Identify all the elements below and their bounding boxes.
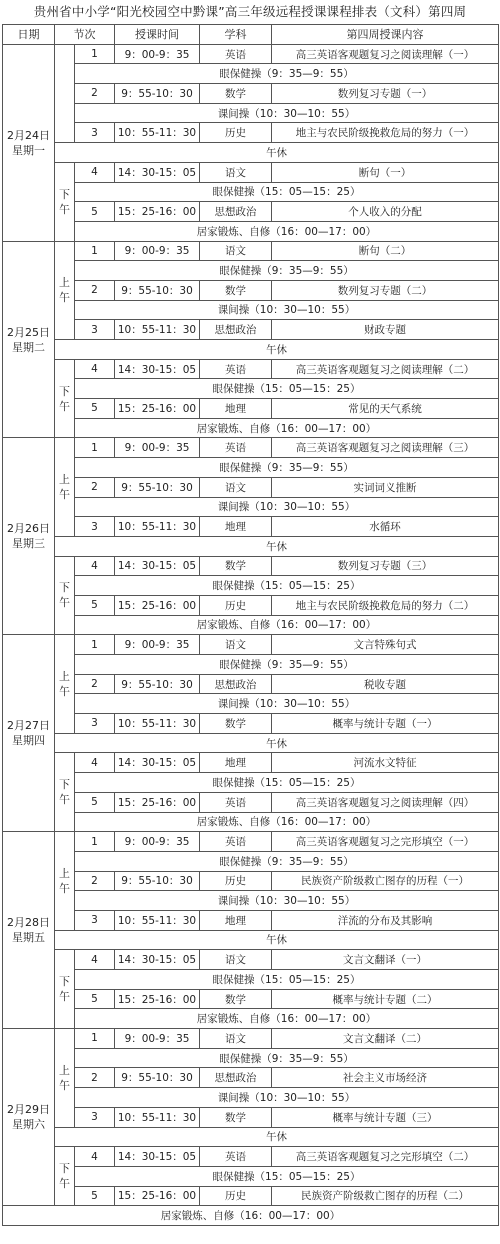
class-subject: 历史 [200, 871, 272, 891]
class-content: 文言特殊句式 [272, 635, 499, 655]
class-content: 高三英语客观题复习之阅读理解（一） [272, 44, 499, 64]
class-row [3, 1068, 499, 1088]
class-row [3, 202, 499, 222]
break-row [3, 497, 499, 517]
break-row [3, 1166, 499, 1186]
schedule-table [2, 24, 499, 1226]
break-row [3, 300, 499, 320]
class-content: 文言文翻译（一） [272, 950, 499, 970]
class-row [3, 910, 499, 930]
break-row [3, 64, 499, 84]
break-row [3, 655, 499, 675]
header-time: 授课时间 [115, 25, 200, 45]
class-time: 14：30-15：05 [115, 359, 200, 379]
period-morning: 上午 [55, 635, 75, 733]
class-row [3, 714, 499, 734]
header-period: 节次 [55, 25, 115, 45]
class-subject: 语文 [200, 477, 272, 497]
final-row [3, 1206, 499, 1226]
class-content: 数列复习专题（二） [272, 280, 499, 300]
class-number: 3 [75, 123, 115, 143]
break-activity: 居家锻炼、自修（16：00—17：00） [75, 1009, 499, 1029]
class-time: 9：55-10：30 [115, 1068, 200, 1088]
break-activity: 眼保健操（9：35—9：55） [75, 851, 499, 871]
class-time: 10：55-11：30 [115, 123, 200, 143]
class-subject: 英语 [200, 832, 272, 852]
class-row [3, 792, 499, 812]
class-number: 2 [75, 477, 115, 497]
break-activity: 眼保健操（15：05—15：25） [75, 576, 499, 596]
header-subject: 学科 [200, 25, 272, 45]
class-row [3, 241, 499, 261]
break-row [3, 615, 499, 635]
class-content: 水循环 [272, 517, 499, 537]
class-content: 社会主义市场经济 [272, 1068, 499, 1088]
class-number: 5 [75, 595, 115, 615]
class-number: 1 [75, 44, 115, 64]
class-content: 断句（一） [272, 162, 499, 182]
lunch-break: 午休 [55, 733, 499, 753]
lunch-break: 午休 [55, 536, 499, 556]
class-row [3, 359, 499, 379]
class-subject: 历史 [200, 595, 272, 615]
class-number: 4 [75, 556, 115, 576]
class-content: 实词词义推断 [272, 477, 499, 497]
break-row [3, 418, 499, 438]
break-activity: 眼保健操（15：05—15：25） [75, 379, 499, 399]
break-row [3, 182, 499, 202]
class-number: 3 [75, 910, 115, 930]
class-row [3, 595, 499, 615]
date-label: 2月29日 [7, 1103, 50, 1117]
class-subject: 英语 [200, 44, 272, 64]
class-time: 15：25-16：00 [115, 1186, 200, 1206]
period-afternoon: 下午 [55, 753, 75, 832]
break-activity: 居家锻炼、自修（16：00—17：00） [75, 221, 499, 241]
class-time: 9：00-9：35 [115, 241, 200, 261]
class-row [3, 44, 499, 64]
class-subject: 历史 [200, 123, 272, 143]
break-activity: 居家锻炼、自修（16：00—17：00） [75, 615, 499, 635]
class-number: 2 [75, 871, 115, 891]
class-number: 3 [75, 517, 115, 537]
break-activity: 眼保健操（15：05—15：25） [75, 182, 499, 202]
lunch-break-row [3, 930, 499, 950]
class-subject: 地理 [200, 753, 272, 773]
class-content: 数列复习专题（一） [272, 84, 499, 104]
class-number: 3 [75, 320, 115, 340]
class-number: 4 [75, 950, 115, 970]
lunch-break-row [3, 733, 499, 753]
break-row [3, 970, 499, 990]
class-time: 15：25-16：00 [115, 595, 200, 615]
class-row [3, 753, 499, 773]
date-label: 2月26日 [7, 522, 50, 536]
period-afternoon: 下午 [55, 556, 75, 635]
class-time: 9：55-10：30 [115, 280, 200, 300]
date-cell [3, 44, 55, 241]
break-activity: 课间操（10：30—10：55） [75, 300, 499, 320]
class-time: 9：55-10：30 [115, 674, 200, 694]
class-row [3, 871, 499, 891]
class-subject: 数学 [200, 556, 272, 576]
class-time: 9：00-9：35 [115, 438, 200, 458]
break-activity: 课间操（10：30—10：55） [75, 497, 499, 517]
period-morning: 上午 [55, 1029, 75, 1127]
date-cell [3, 832, 55, 1029]
class-subject: 思想政治 [200, 202, 272, 222]
break-row [3, 812, 499, 832]
period-afternoon: 下午 [55, 1147, 75, 1206]
class-number: 5 [75, 1186, 115, 1206]
class-subject: 数学 [200, 84, 272, 104]
lunch-break: 午休 [55, 930, 499, 950]
lunch-break-row [3, 1127, 499, 1147]
class-subject: 语文 [200, 635, 272, 655]
class-row [3, 320, 499, 340]
class-content: 数列复习专题（三） [272, 556, 499, 576]
break-row [3, 851, 499, 871]
weekday-label: 星期五 [12, 931, 45, 945]
class-subject: 地理 [200, 517, 272, 537]
class-content: 高三英语客观题复习之阅读理解（三） [272, 438, 499, 458]
break-row [3, 458, 499, 478]
class-content: 个人收入的分配 [272, 202, 499, 222]
lunch-break-row [3, 340, 499, 360]
break-activity: 居家锻炼、自修（16：00—17：00） [75, 812, 499, 832]
class-time: 9：00-9：35 [115, 1029, 200, 1049]
lunch-break-row [3, 143, 499, 163]
date-cell [3, 241, 55, 438]
class-content: 高三英语客观题复习之完形填空（一） [272, 832, 499, 852]
lunch-break: 午休 [55, 340, 499, 360]
class-number: 1 [75, 635, 115, 655]
class-time: 10：55-11：30 [115, 910, 200, 930]
class-time: 15：25-16：00 [115, 989, 200, 1009]
class-time: 14：30-15：05 [115, 753, 200, 773]
class-time: 14：30-15：05 [115, 1147, 200, 1167]
class-row [3, 635, 499, 655]
break-activity: 眼保健操（9：35—9：55） [75, 655, 499, 675]
class-number: 5 [75, 792, 115, 812]
class-number: 2 [75, 280, 115, 300]
class-subject: 英语 [200, 438, 272, 458]
class-content: 税收专题 [272, 674, 499, 694]
class-subject: 思想政治 [200, 1068, 272, 1088]
class-subject: 语文 [200, 162, 272, 182]
break-activity: 课间操（10：30—10：55） [75, 103, 499, 123]
lunch-break: 午休 [55, 1127, 499, 1147]
lunch-break-row [3, 536, 499, 556]
class-number: 5 [75, 399, 115, 419]
class-content: 高三英语客观题复习之完形填空（二） [272, 1147, 499, 1167]
period-morning: 上午 [55, 438, 75, 536]
class-number: 3 [75, 714, 115, 734]
class-content: 高三英语客观题复习之阅读理解（四） [272, 792, 499, 812]
class-row [3, 1147, 499, 1167]
class-content: 概率与统计专题（一） [272, 714, 499, 734]
class-subject: 数学 [200, 280, 272, 300]
break-row [3, 1048, 499, 1068]
class-time: 15：25-16：00 [115, 202, 200, 222]
period-morning: 上午 [55, 832, 75, 930]
break-row [3, 221, 499, 241]
break-activity: 眼保健操（9：35—9：55） [75, 1048, 499, 1068]
class-subject: 英语 [200, 1147, 272, 1167]
class-row [3, 280, 499, 300]
class-content: 概率与统计专题（二） [272, 989, 499, 1009]
class-time: 10：55-11：30 [115, 517, 200, 537]
class-row [3, 477, 499, 497]
class-number: 1 [75, 1029, 115, 1049]
class-content: 高三英语客观题复习之阅读理解（二） [272, 359, 499, 379]
class-row [3, 84, 499, 104]
class-number: 1 [75, 438, 115, 458]
class-subject: 语文 [200, 241, 272, 261]
class-row [3, 989, 499, 1009]
class-content: 概率与统计专题（三） [272, 1107, 499, 1127]
class-subject: 地理 [200, 910, 272, 930]
class-content: 民族资产阶级救亡图存的历程（一） [272, 871, 499, 891]
class-row [3, 162, 499, 182]
break-activity: 眼保健操（15：05—15：25） [75, 970, 499, 990]
break-row [3, 1088, 499, 1108]
class-content: 文言文翻译（二） [272, 1029, 499, 1049]
class-subject: 数学 [200, 714, 272, 734]
break-row [3, 891, 499, 911]
date-cell [3, 635, 55, 832]
schedule-body [3, 25, 499, 1226]
class-row [3, 399, 499, 419]
class-number: 4 [75, 1147, 115, 1167]
break-activity: 居家锻炼、自修（16：00—17：00） [75, 418, 499, 438]
header-row [3, 25, 499, 45]
class-number: 4 [75, 359, 115, 379]
class-time: 9：00-9：35 [115, 635, 200, 655]
break-row [3, 261, 499, 281]
break-activity: 课间操（10：30—10：55） [75, 1088, 499, 1108]
class-row [3, 674, 499, 694]
period-afternoon: 下午 [55, 359, 75, 438]
class-time: 9：55-10：30 [115, 871, 200, 891]
date-label: 2月24日 [7, 128, 50, 142]
class-number: 2 [75, 674, 115, 694]
break-row [3, 773, 499, 793]
class-time: 9：00-9：35 [115, 832, 200, 852]
class-number: 2 [75, 84, 115, 104]
break-activity: 课间操（10：30—10：55） [75, 694, 499, 714]
class-subject: 英语 [200, 792, 272, 812]
class-time: 9：00-9：35 [115, 44, 200, 64]
class-content: 地主与农民阶级挽救危局的努力（二） [272, 595, 499, 615]
break-row [3, 576, 499, 596]
class-row [3, 832, 499, 852]
class-row [3, 438, 499, 458]
break-row [3, 379, 499, 399]
class-time: 14：30-15：05 [115, 162, 200, 182]
class-content: 河流水文特征 [272, 753, 499, 773]
class-number: 5 [75, 989, 115, 1009]
class-row [3, 517, 499, 537]
class-subject: 语文 [200, 950, 272, 970]
class-number: 4 [75, 162, 115, 182]
class-time: 9：55-10：30 [115, 84, 200, 104]
class-subject: 地理 [200, 399, 272, 419]
class-row [3, 556, 499, 576]
break-activity: 眼保健操（15：05—15：25） [75, 773, 499, 793]
weekday-label: 星期二 [12, 340, 45, 354]
date-label: 2月27日 [7, 719, 50, 733]
period-afternoon: 下午 [55, 162, 75, 241]
page-title: 贵州省中小学“阳光校园空中黔课”高三年级远程授课课程排表（文科）第四周 [33, 4, 467, 19]
class-time: 10：55-11：30 [115, 714, 200, 734]
class-content: 断句（二） [272, 241, 499, 261]
class-subject: 数学 [200, 989, 272, 1009]
class-number: 4 [75, 753, 115, 773]
period-morning [55, 44, 75, 142]
break-row [3, 103, 499, 123]
date-cell [3, 438, 55, 635]
break-activity: 眼保健操（9：35—9：55） [75, 261, 499, 281]
class-subject: 语文 [200, 1029, 272, 1049]
class-number: 2 [75, 1068, 115, 1088]
weekday-label: 星期六 [12, 1118, 45, 1132]
class-number: 1 [75, 832, 115, 852]
class-row [3, 1107, 499, 1127]
break-row [3, 694, 499, 714]
class-row [3, 1186, 499, 1206]
class-subject: 历史 [200, 1186, 272, 1206]
break-activity: 眼保健操（9：35—9：55） [75, 458, 499, 478]
class-subject: 思想政治 [200, 320, 272, 340]
header-date: 日期 [3, 25, 55, 45]
period-morning: 上午 [55, 241, 75, 339]
class-number: 3 [75, 1107, 115, 1127]
class-content: 地主与农民阶级挽救危局的努力（一） [272, 123, 499, 143]
date-label: 2月25日 [7, 325, 50, 339]
lunch-break: 午休 [55, 143, 499, 163]
class-subject: 思想政治 [200, 674, 272, 694]
period-afternoon: 下午 [55, 950, 75, 1029]
weekday-label: 星期一 [12, 143, 45, 157]
break-row [3, 1009, 499, 1029]
break-activity: 课间操（10：30—10：55） [75, 891, 499, 911]
class-row [3, 950, 499, 970]
class-time: 15：25-16：00 [115, 399, 200, 419]
date-label: 2月28日 [7, 916, 50, 930]
class-time: 14：30-15：05 [115, 950, 200, 970]
header-content: 第四周授课内容 [272, 25, 499, 45]
class-time: 15：25-16：00 [115, 792, 200, 812]
class-subject: 数学 [200, 1107, 272, 1127]
class-time: 10：55-11：30 [115, 1107, 200, 1127]
class-content: 财政专题 [272, 320, 499, 340]
class-time: 14：30-15：05 [115, 556, 200, 576]
break-activity: 眼保健操（9：35—9：55） [75, 64, 499, 84]
final-self-study: 居家锻炼、自修（16：00—17：00） [3, 1206, 499, 1226]
weekday-label: 星期三 [12, 537, 45, 551]
weekday-label: 星期四 [12, 734, 45, 748]
class-number: 5 [75, 202, 115, 222]
class-content: 常见的天气系统 [272, 399, 499, 419]
class-number: 1 [75, 241, 115, 261]
class-row [3, 123, 499, 143]
class-row [3, 1029, 499, 1049]
class-subject: 英语 [200, 359, 272, 379]
date-cell [3, 1029, 55, 1206]
class-time: 9：55-10：30 [115, 477, 200, 497]
class-time: 10：55-11：30 [115, 320, 200, 340]
class-content: 民族资产阶级救亡图存的历程（二） [272, 1186, 499, 1206]
class-content: 洋流的分布及其影响 [272, 910, 499, 930]
break-activity: 眼保健操（15：05—15：25） [75, 1166, 499, 1186]
